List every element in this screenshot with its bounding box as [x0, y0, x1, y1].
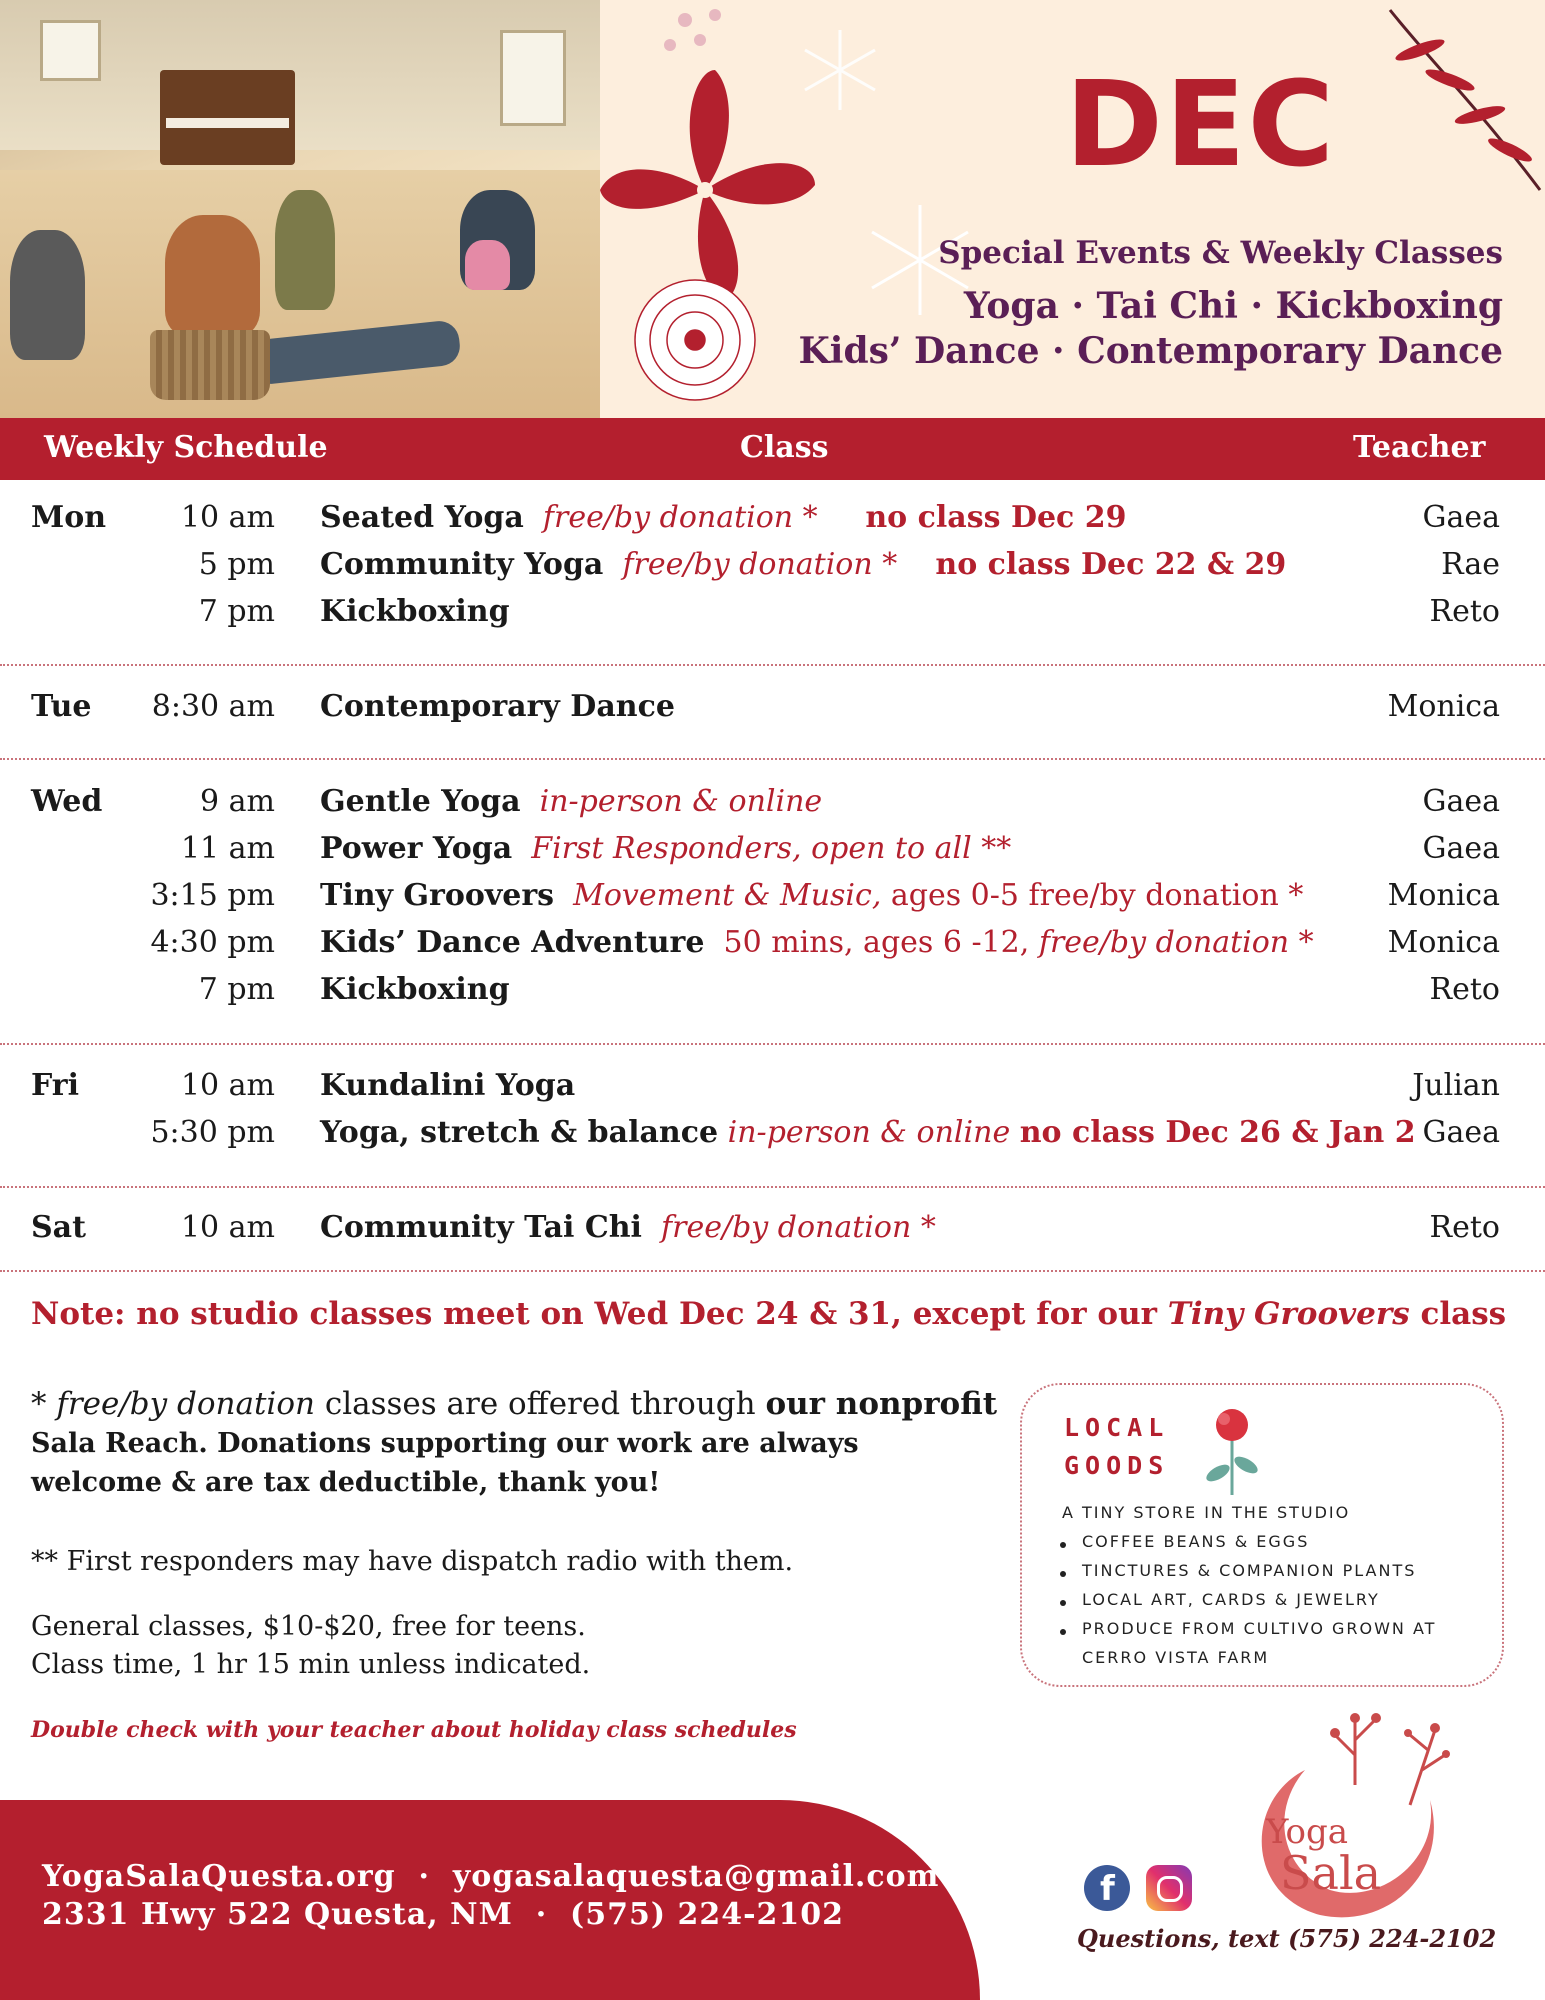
- class-time: 10 am: [180, 1068, 275, 1103]
- class-types-line-1: Yoga · Tai Chi · Kickboxing: [963, 285, 1503, 327]
- class-time: 3:15 pm: [150, 878, 275, 913]
- donation-italic: free/by donation: [56, 1386, 315, 1422]
- class-time: 4:30 pm: [150, 925, 275, 960]
- class-time: 5 pm: [198, 547, 275, 582]
- class-detail: ages 0-5 free/by donation *: [890, 878, 1304, 913]
- class-time: 9 am: [200, 784, 275, 819]
- class-name: Tiny Groovers: [320, 878, 555, 913]
- class-entry: [320, 547, 1286, 582]
- logo-text-sala: Sala: [1280, 1846, 1382, 1900]
- contact-line-1: [42, 1859, 939, 1894]
- note-italic: Tiny Groovers: [1167, 1296, 1410, 1332]
- class-name: Yoga, stretch & balance: [320, 1115, 719, 1150]
- day-divider: [0, 758, 1545, 760]
- class-time: 7 pm: [198, 972, 275, 1007]
- class-entry: [320, 831, 1011, 866]
- teacher-name: Gaea: [1422, 500, 1500, 535]
- month-title: DEC: [1065, 55, 1337, 193]
- local-goods-box: [1020, 1383, 1504, 1687]
- class-time: 7 pm: [198, 594, 275, 629]
- day-label: Sat: [31, 1210, 86, 1245]
- note-suffix: class: [1420, 1296, 1507, 1332]
- class-exception: no class Dec 22 & 29: [935, 547, 1287, 582]
- teacher-name: Reto: [1429, 594, 1500, 629]
- pricing-info: General classes, $10-$20, free for teens.: [31, 1611, 586, 1642]
- day-divider: [0, 664, 1545, 666]
- donation-mid: classes are offered through: [324, 1386, 756, 1422]
- double-check-note: Double check with your teacher about holiday class schedules: [31, 1717, 797, 1743]
- class-name: Power Yoga: [320, 831, 513, 866]
- phone-number[interactable]: (575) 224-2102: [570, 1897, 845, 1932]
- local-goods-tagline: A TINY STORE IN THE STUDIO: [1062, 1503, 1351, 1522]
- column-weekly-schedule: Weekly Schedule: [44, 430, 328, 465]
- list-item: COFFEE BEANS & EGGS: [1082, 1532, 1310, 1551]
- day-label: Wed: [31, 784, 103, 819]
- class-name: Kundalini Yoga: [320, 1068, 576, 1103]
- class-time: 11 am: [180, 831, 275, 866]
- duration-info: Class time, 1 hr 15 min unless indicated.: [31, 1649, 591, 1680]
- list-item: CERRO VISTA FARM: [1082, 1648, 1270, 1667]
- class-entry: [320, 1068, 575, 1103]
- class-name: Community Yoga: [320, 547, 604, 582]
- column-class: Class: [740, 430, 829, 465]
- bullet-icon: [1060, 1629, 1066, 1635]
- subtitle: Special Events & Weekly Classes: [938, 235, 1503, 271]
- class-time: 5:30 pm: [150, 1115, 275, 1150]
- teacher-name: Monica: [1387, 878, 1500, 913]
- day-divider: [0, 1186, 1545, 1188]
- teacher-name: Monica: [1387, 925, 1500, 960]
- class-entry: [320, 1115, 1416, 1150]
- local-goods-title-2: GOODS: [1064, 1451, 1170, 1480]
- class-name: Contemporary Dance: [320, 689, 675, 724]
- day-label: Tue: [31, 689, 92, 724]
- teacher-name: Gaea: [1422, 831, 1500, 866]
- teacher-name: Gaea: [1422, 784, 1500, 819]
- class-entry: [320, 878, 1303, 913]
- bullet-icon: [1060, 1542, 1066, 1548]
- class-detail: 50 mins, ages 6 -12,: [723, 925, 1030, 960]
- email-link[interactable]: yogasalaquesta@gmail.com: [452, 1859, 940, 1894]
- flower-icon: [1202, 1403, 1262, 1498]
- class-time: 10 am: [180, 500, 275, 535]
- list-item: LOCAL ART, CARDS & JEWELRY: [1082, 1590, 1380, 1609]
- local-goods-title-1: LOCAL: [1064, 1413, 1170, 1442]
- class-entry: [320, 594, 510, 629]
- yoga-sala-logo: [1250, 1710, 1450, 1925]
- branch-decoration: [1370, 0, 1545, 200]
- day-divider: [0, 1043, 1545, 1045]
- donation-info-line-1: [31, 1386, 997, 1422]
- class-entry: [320, 784, 822, 819]
- class-note: in-person & online: [539, 784, 823, 819]
- class-entry: [320, 500, 1127, 535]
- questions-text: Questions, text (575) 224-2102: [1077, 1924, 1497, 1953]
- class-name: Kids’ Dance Adventure: [320, 925, 705, 960]
- website-link[interactable]: YogaSalaQuesta.org: [42, 1859, 396, 1894]
- teacher-name: Julian: [1412, 1068, 1500, 1103]
- studio-photo: [0, 0, 600, 418]
- bullet-icon: [1060, 1600, 1066, 1606]
- separator: ·: [418, 1859, 430, 1894]
- class-note: free/by donation *: [661, 1210, 936, 1245]
- class-types-line-2: Kids’ Dance · Contemporary Dance: [798, 330, 1503, 372]
- class-entry: [320, 972, 510, 1007]
- class-entry: [320, 689, 675, 724]
- donation-info-line-2: Sala Reach. Donations supporting our work are always: [31, 1428, 859, 1459]
- facebook-icon[interactable]: f: [1084, 1865, 1130, 1911]
- contact-line-2: [42, 1897, 844, 1932]
- note-text: Note: no studio classes meet on Wed Dec 24 & 31, except for our: [31, 1296, 1157, 1332]
- class-note: free/by donation *: [542, 500, 818, 535]
- header-banner: [0, 0, 1545, 418]
- logo-text-yoga: Yoga: [1266, 1812, 1348, 1852]
- day-label: Fri: [31, 1068, 79, 1103]
- class-name: Kickboxing: [320, 972, 510, 1007]
- class-exception: no class Dec 26 & Jan 2: [1019, 1115, 1416, 1150]
- column-teacher: Teacher: [1353, 430, 1486, 465]
- list-item: PRODUCE FROM CULTIVO GROWN AT: [1082, 1619, 1437, 1638]
- class-note: free/by donation *: [622, 547, 898, 582]
- day-divider: [0, 1270, 1545, 1272]
- class-name: Kickboxing: [320, 594, 510, 629]
- teacher-name: Reto: [1429, 972, 1500, 1007]
- schedule-header-bar: [0, 418, 1545, 480]
- class-time: 8:30 am: [151, 689, 275, 724]
- class-name: Seated Yoga: [320, 500, 524, 535]
- class-note: free/by donation *: [1038, 925, 1314, 960]
- teacher-name: Reto: [1429, 1210, 1500, 1245]
- class-note: in-person & online: [727, 1115, 1011, 1150]
- separator: ·: [535, 1897, 548, 1932]
- address: 2331 Hwy 522 Questa, NM: [42, 1897, 513, 1932]
- class-exception: no class Dec 29: [865, 500, 1127, 535]
- class-entry: [320, 1210, 936, 1245]
- asterisk: *: [31, 1386, 47, 1422]
- class-name: Community Tai Chi: [320, 1210, 642, 1245]
- class-entry: [320, 925, 1314, 960]
- list-item: TINCTURES & COMPANION PLANTS: [1082, 1561, 1417, 1580]
- responders-note: ** First responders may have dispatch radio with them.: [31, 1546, 794, 1577]
- bullet-icon: [1060, 1571, 1066, 1577]
- footer-contact: [0, 1800, 980, 2000]
- day-label: Mon: [31, 500, 107, 535]
- holiday-note: [31, 1296, 1506, 1332]
- class-name: Gentle Yoga: [320, 784, 521, 819]
- teacher-name: Gaea: [1422, 1115, 1500, 1150]
- teacher-name: Rae: [1441, 547, 1500, 582]
- donation-info-line-3: welcome & are tax deductible, thank you!: [31, 1467, 661, 1498]
- class-time: 10 am: [180, 1210, 275, 1245]
- nonprofit-label: our nonprofit: [765, 1386, 998, 1422]
- teacher-name: Monica: [1387, 689, 1500, 724]
- class-note: First Responders, open to all **: [531, 831, 1012, 866]
- instagram-icon[interactable]: [1146, 1865, 1192, 1911]
- class-note: Movement & Music,: [573, 878, 882, 913]
